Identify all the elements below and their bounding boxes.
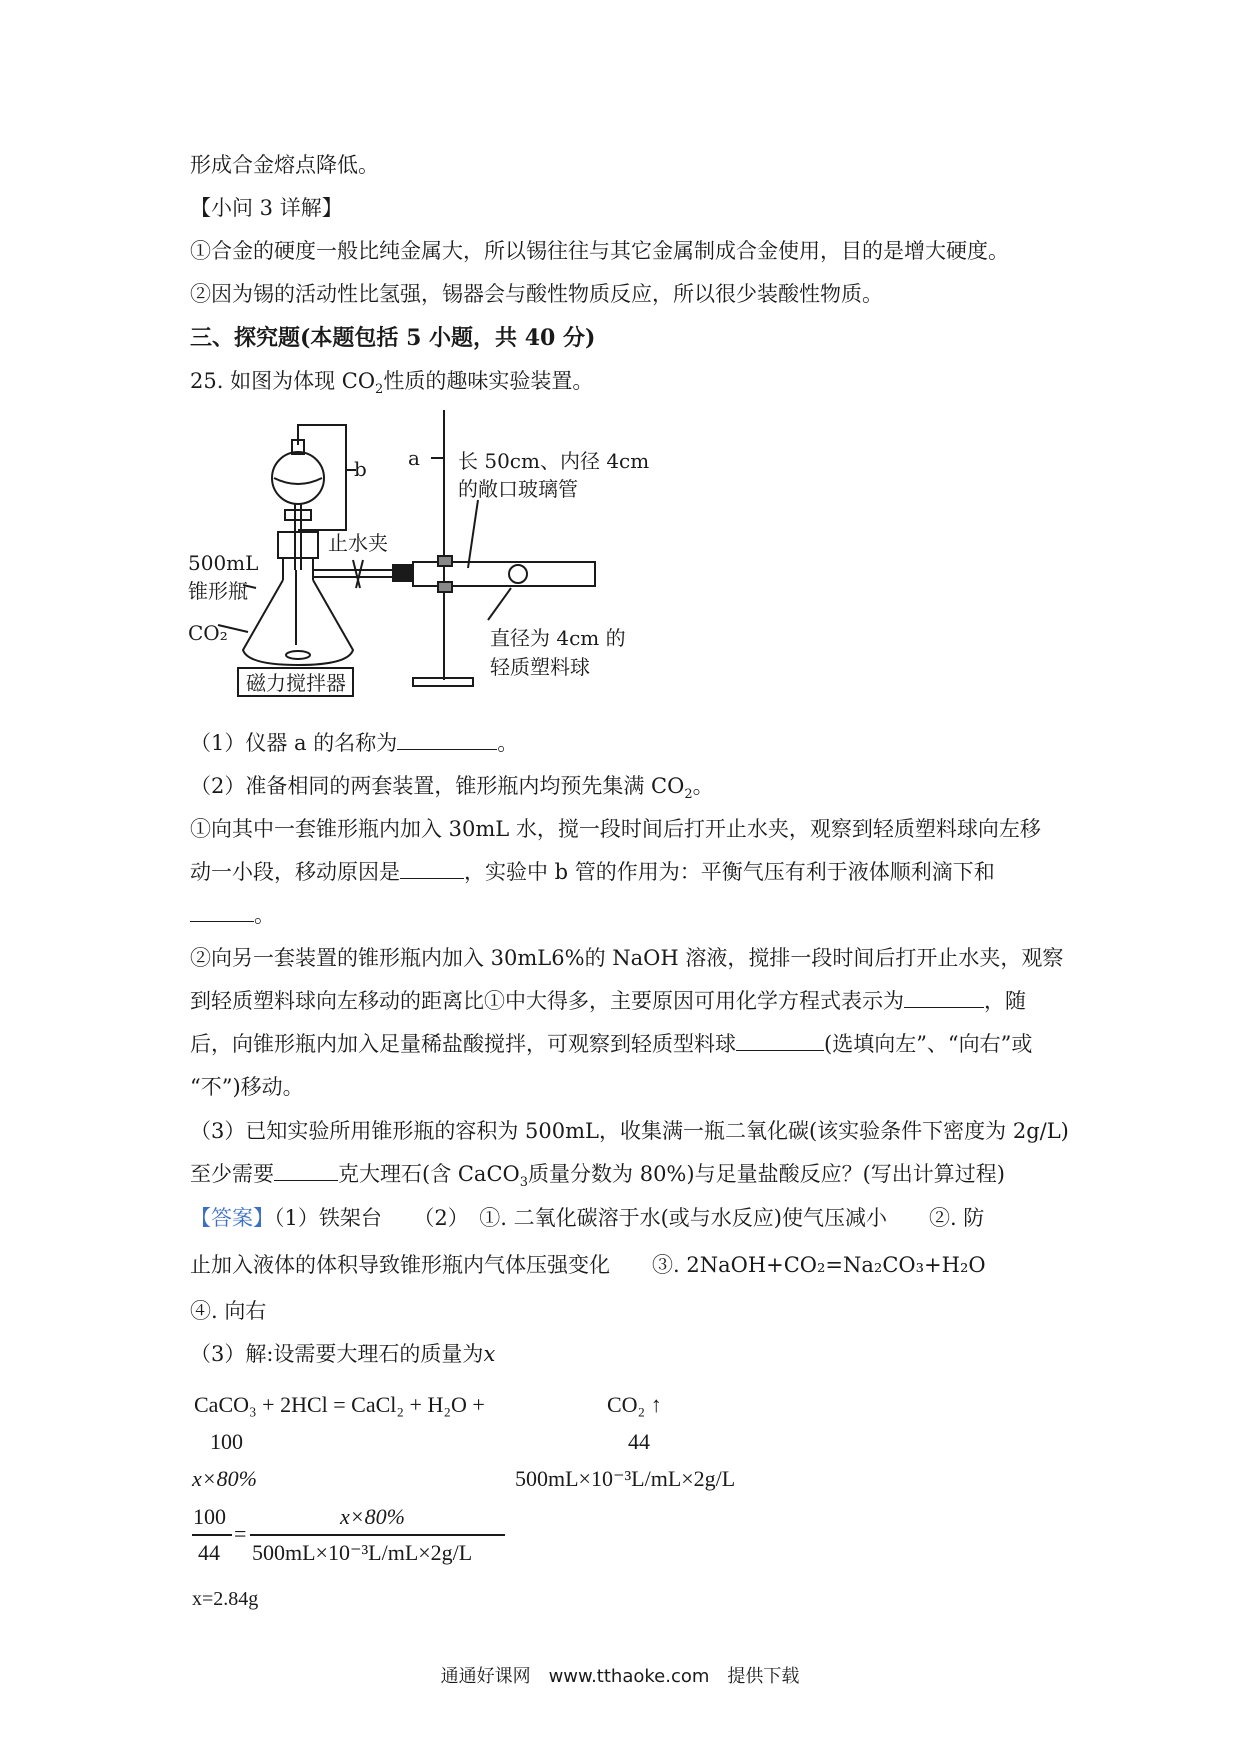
answer-blank[interactable]: [904, 987, 984, 1008]
flask-label-2: 锥形瓶: [188, 579, 248, 603]
label-a: a: [408, 446, 420, 470]
fraction-right-denominator: 500mL×10⁻³L/mL×2g/L: [252, 1540, 473, 1565]
question-2a-line1: ①向其中一套锥形瓶内加入 30mL 水，搅一段时间后打开止水夹，观察到轻质塑料球向左移: [190, 817, 1041, 841]
flask-label-1: 500mL: [188, 551, 259, 575]
tube-label-1: 长 50cm、内径 4cm: [458, 449, 650, 473]
ball-label-1: 直径为 4cm 的: [490, 626, 626, 650]
page-footer: 通通好课网 www.tthaoke.com 提供下载: [440, 1666, 800, 1687]
answer-line4: （3）解:设需要大理石的质量为x: [190, 1342, 496, 1366]
label-b: b: [354, 457, 367, 481]
answer-line1: 【答案】（1）铁架台 （2） ①. 二氧化碳溶于水(或与水反应)使气压减小 ②. 防: [190, 1206, 985, 1230]
question-2b-line3: 后，向锥形瓶内加入足量稀盐酸搅拌，可观察到轻质型料球 (选填向左”、“向右”或: [190, 1032, 1033, 1056]
answer-tag: 【答案】: [190, 1206, 274, 1230]
value-left: x×80%: [192, 1466, 257, 1491]
answer-blank[interactable]: [400, 858, 464, 879]
section-heading: 三、探究题(本题包括 5 小题，共 40 分): [190, 325, 596, 351]
fraction-left-numerator: 100: [193, 1504, 226, 1529]
text-line: ②因为锡的活动性比氢强，锡器会与酸性物质反应，所以很少装酸性物质。: [190, 282, 883, 306]
question-3-line2: 至少需要 克大理石(含 CaCO$_3$质量分数为 80%)与足量盐酸反应？(写出计算过程): [190, 1162, 1005, 1191]
molar-mass-left: 100: [210, 1429, 243, 1454]
stirrer-label: 磁力搅拌器: [246, 671, 346, 695]
clip-label: 止水夹: [328, 531, 388, 555]
ball-label-2: 轻质塑料球: [490, 655, 590, 679]
fraction-left-denominator: 44: [198, 1540, 220, 1565]
fraction-bar-left: [192, 1534, 232, 1536]
value-right: 500mL×10⁻³L/mL×2g/L: [515, 1466, 736, 1491]
question-2b-line4: “不”)移动。: [190, 1075, 304, 1099]
question-2: （2）准备相同的两套装置，锥形瓶内均预先集满 $CO_2$。: [190, 774, 714, 803]
gas-label: CO₂: [188, 621, 228, 645]
fraction-equals: =: [234, 1521, 247, 1546]
answer-blank[interactable]: [190, 901, 254, 922]
question-3-line1: （3）已知实验所用锥形瓶的容积为 500mL，收集满一瓶二氧化碳(该实验条件下密度为 2g/L): [190, 1119, 1069, 1143]
question-2a-line2: 动一小段，移动原因是 ，实验中 b 管的作用为：平衡气压有利于液体顺利滴下和: [190, 860, 995, 884]
answer-line3: ④. 向右: [190, 1299, 267, 1323]
fraction-bar-right: [250, 1534, 505, 1536]
answer-blank[interactable]: [274, 1160, 338, 1181]
text-line: ①合金的硬度一般比纯金属大，所以锡往往与其它金属制成合金使用，目的是增大硬度。: [190, 239, 1009, 263]
experiment-apparatus-diagram: [188, 410, 708, 700]
question-2a-line3: 。: [190, 900, 1060, 930]
subquestion-header: 【小问 3 详解】: [190, 196, 343, 220]
fraction-right-numerator: x×80%: [340, 1504, 405, 1529]
result: x=2.84g: [192, 1588, 259, 1610]
molar-mass-right: 44: [628, 1429, 650, 1454]
answer-blank[interactable]: [397, 729, 497, 750]
equation-right: CO₂ ↑: [607, 1392, 662, 1417]
question-2b-line2: 到轻质塑料球向左移动的距离比①中大得多，主要原因可用化学方程式表示为 ，随: [190, 989, 1026, 1013]
equation-left: CaCO₃ + 2HCl = CaCl₂ + H₂O +: [194, 1392, 485, 1417]
question-2b-line1: ②向另一套装置的锥形瓶内加入 30mL6%的 NaOH 溶液，搅排一段时间后打开止水夹，观察: [190, 946, 1064, 970]
text-line: 形成合金熔点降低。: [190, 153, 379, 177]
answer-blank[interactable]: [736, 1030, 824, 1051]
answer-line2: 止加入液体的体积导致锥形瓶内气体压强变化 ③. 2NaOH+CO₂=Na₂CO₃+H₂O: [190, 1253, 986, 1277]
tube-label-2: 的敞口玻璃管: [458, 477, 578, 501]
question-25-stem: 25. 如图为体现 $CO_2$性质的趣味实验装置。: [190, 369, 594, 398]
question-1: （1）仪器 a 的名称为 。: [190, 731, 519, 755]
